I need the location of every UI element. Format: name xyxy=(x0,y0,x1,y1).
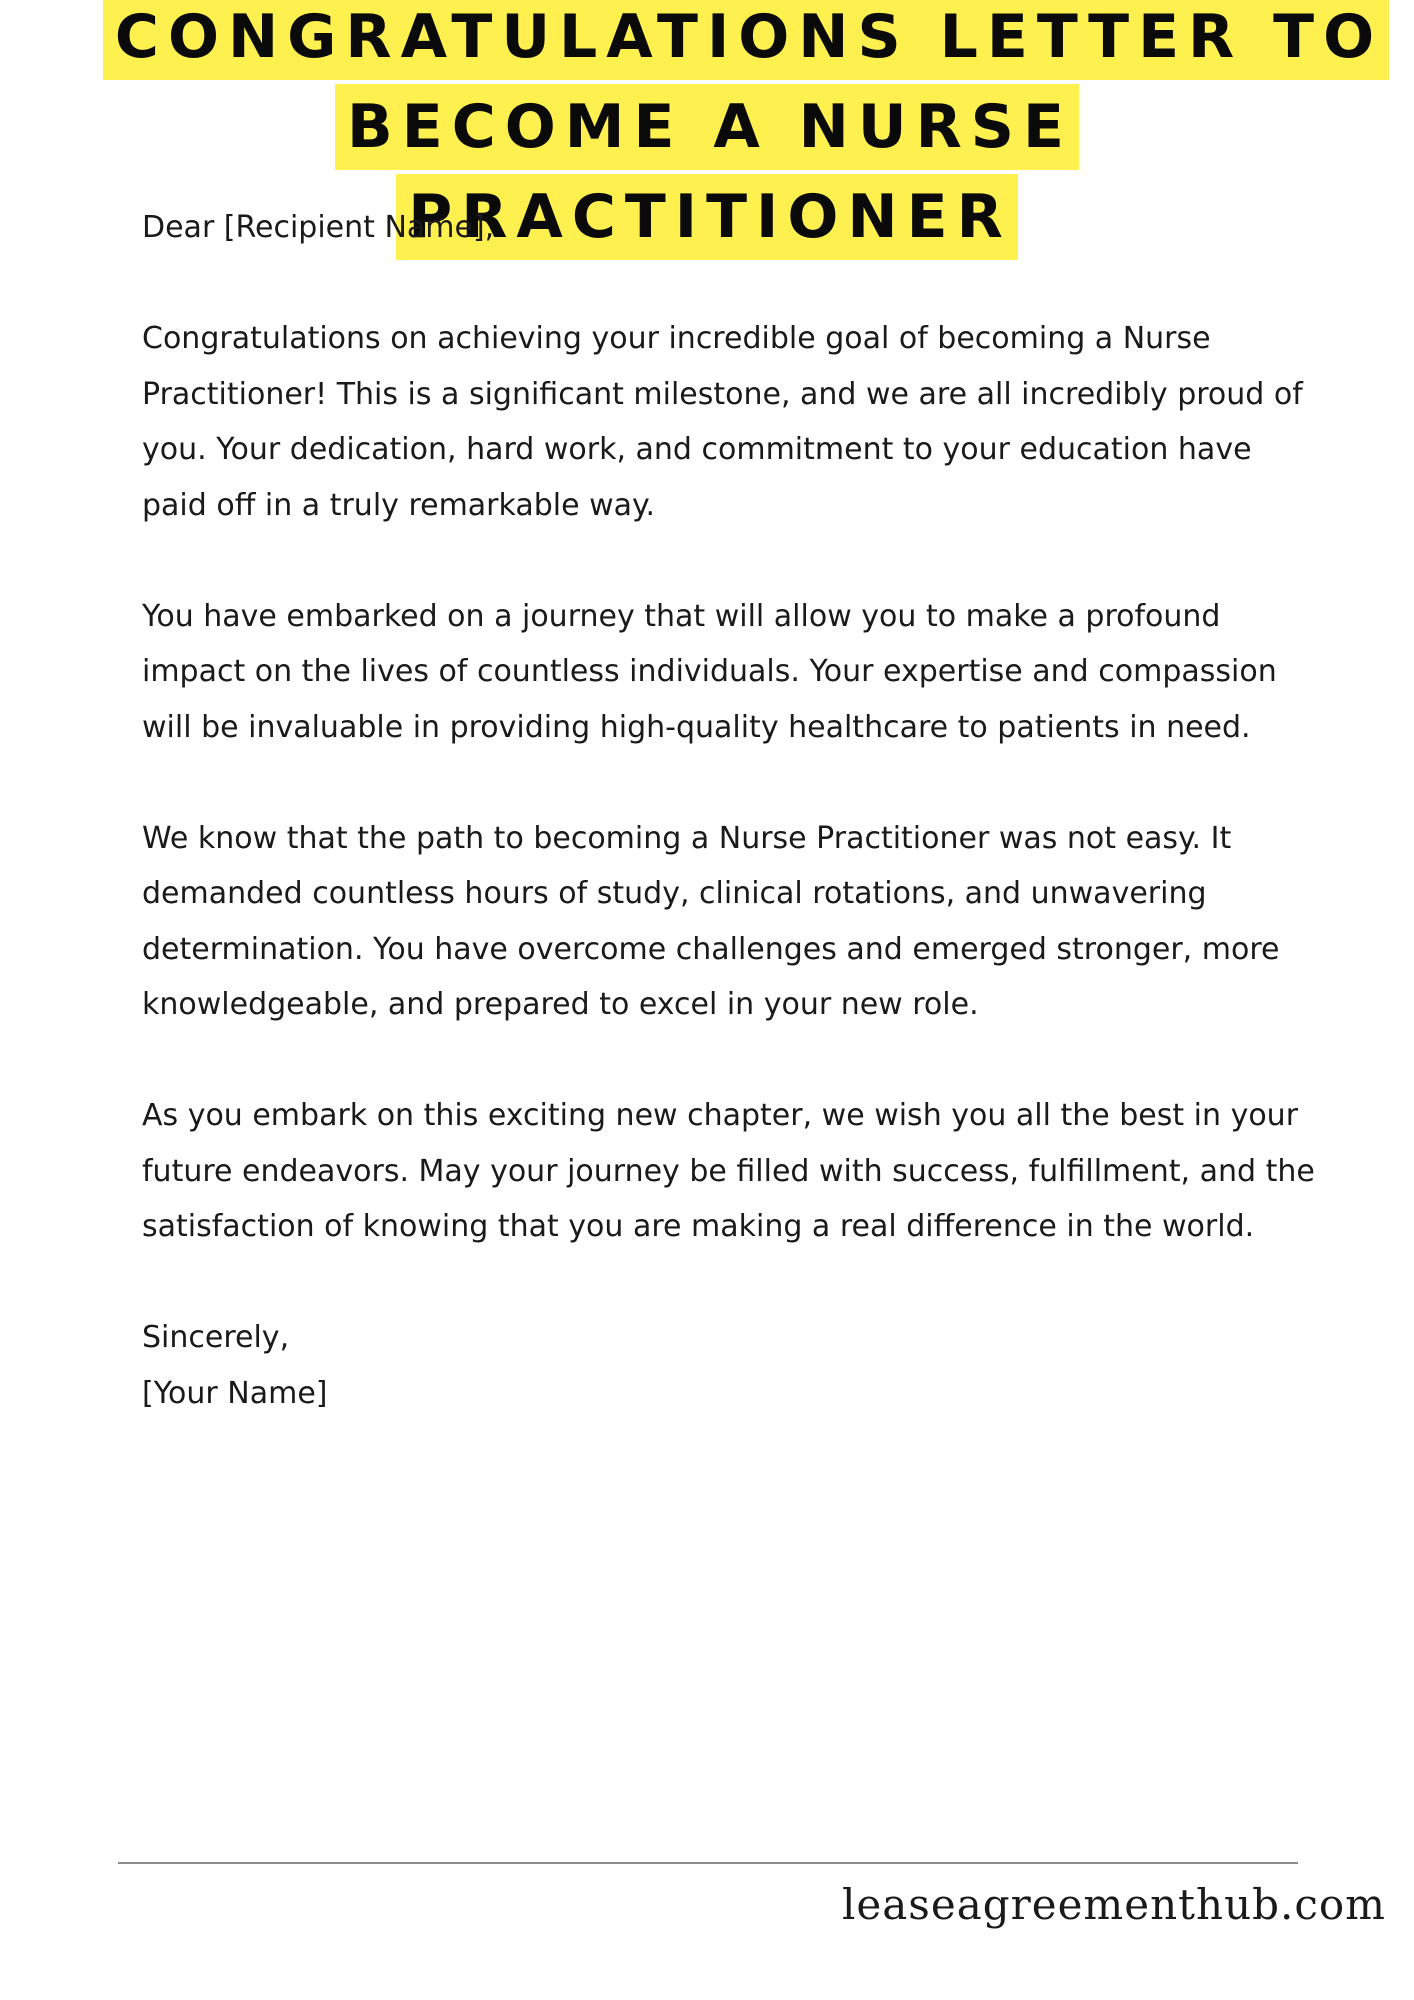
paragraph-1: Congratulations on achieving your incredible goal of becoming a Nurse Practitioner! This is a significant milestone, and we are all incredibly proud of you. Your dedication, hard work, and commitment to your education have paid off in a truly remarkable way. xyxy=(142,321,1303,523)
salutation: Dear [Recipient Name], xyxy=(142,210,495,245)
footer-divider xyxy=(118,1862,1298,1864)
title-line-3: PRACTITIONER xyxy=(396,174,1018,260)
title-line-1: CONGRATULATIONS LETTER TO xyxy=(103,0,1389,80)
paragraph-4: As you embark on this exciting new chapter, we wish you all the best in your future endeavors. May your journey be filled with success, fulfillment, and the satisfaction of knowing that you are making a real difference in the world. xyxy=(142,1098,1315,1244)
footer-brand: leaseagreementhub.com xyxy=(841,1880,1386,1929)
title-line-2: BECOME A NURSE xyxy=(335,84,1079,170)
signature: [Your Name] xyxy=(142,1375,328,1411)
closing: Sincerely, xyxy=(142,1320,290,1355)
paragraph-2: You have embarked on a journey that will allow you to make a profound impact on the lives of countless individuals. Your expertise and compassion will be invaluable in providing high-quality healthcare to patients in need. xyxy=(142,598,1277,745)
paragraph-3: We know that the path to becoming a Nurse Practitioner was not easy. It demanded countless hours of study, clinical rotations, and unwavering determination. You have overcome challenges and emerged stronger, more knowledgeable, and prepared to excel in your new role. xyxy=(142,820,1280,1022)
letter-body xyxy=(142,200,1322,1421)
